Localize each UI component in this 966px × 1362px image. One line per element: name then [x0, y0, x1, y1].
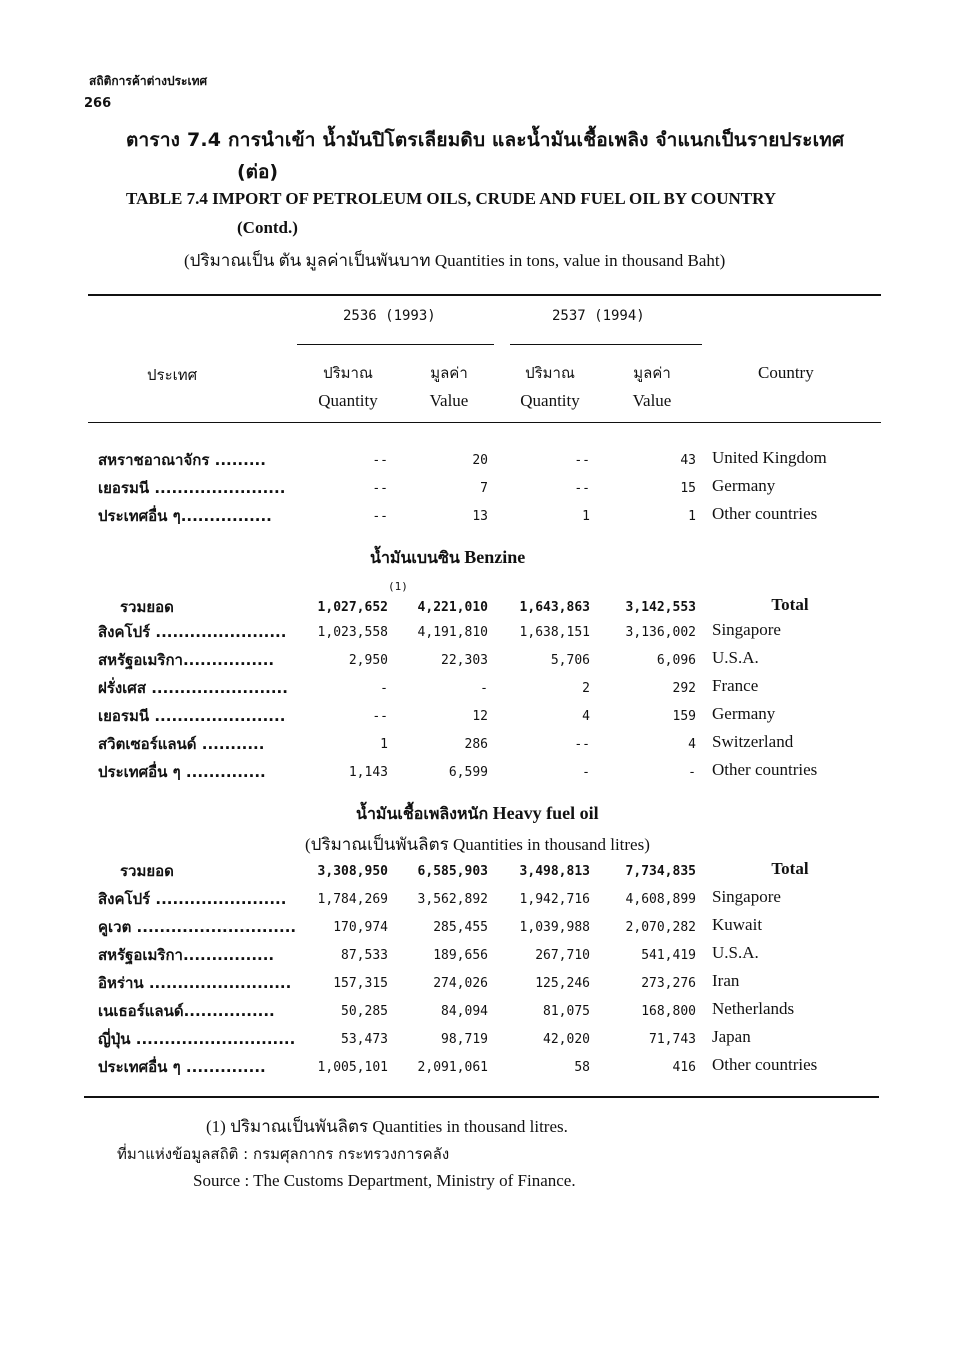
quantity-1993-cell: --: [372, 453, 388, 468]
table-row: [0, 760, 966, 788]
country-english-cell: U.S.A.: [712, 648, 759, 667]
value-1994-cell: 4: [688, 737, 696, 752]
source-english: Source : The Customs Department, Ministry of Finance.: [193, 1171, 576, 1190]
quantity-1994-cell: 42,020: [543, 1032, 590, 1047]
table-row: [0, 648, 966, 676]
section-title-th: น้ำมันเชื้อเพลิงหนัก: [356, 804, 489, 823]
table-row: [0, 971, 966, 999]
value-1993-header: [408, 360, 490, 414]
country-thai-cell: สิงคโปร์ .......................: [98, 623, 287, 641]
quantity-1993-cell: 53,473: [341, 1032, 388, 1047]
country-english-cell: Switzerland: [712, 732, 794, 751]
year-1994-underline: [510, 344, 702, 345]
country-english-cell: Other countries: [712, 760, 818, 779]
quantity-1993-cell: 1,027,652: [317, 600, 388, 615]
country-thai-cell: เยอรมนี .......................: [98, 479, 286, 497]
table-row: [0, 1055, 966, 1083]
year-1993-header: 2536 (1993): [343, 308, 436, 324]
value-1994-cell: 159: [672, 709, 696, 724]
value-1993-cell: 285,455: [433, 920, 488, 935]
country-thai-cell: รวมยอด: [120, 862, 174, 880]
country-english-cell: Germany: [712, 476, 776, 495]
quantity-1994-cell: 267,710: [535, 948, 590, 963]
country-thai-cell: สหรัฐอเมริกา................: [98, 946, 275, 964]
book-title: สถิติการค้าต่างประเทศ: [89, 74, 208, 88]
quantity-1993-header: [300, 360, 396, 414]
country-thai-cell: สวิตเซอร์แลนด์ ...........: [98, 735, 265, 753]
value-1993-cell: -: [480, 681, 488, 696]
table-title-english: TABLE 7.4 IMPORT OF PETROLEUM OILS, CRUDE AND FUEL OIL BY COUNTRY: [126, 189, 777, 208]
table-title-thai: ตาราง 7.4 การนำเข้า น้ำมันปิโตรเลียมดิบ และน้ำมันเชื้อเพลิง จำแนกเป็นรายประเทศ: [126, 129, 845, 151]
quantity-1994-cell: 5,706: [550, 653, 590, 668]
table-row: [0, 732, 966, 760]
quantity-th-label: ปริมาณ: [525, 364, 575, 382]
table-row: [0, 887, 966, 915]
year-1994-header: 2537 (1994): [552, 308, 645, 324]
quantity-1993-cell: 170,974: [333, 920, 388, 935]
value-1993-cell: 274,026: [433, 976, 488, 991]
header-bottom-rule: [88, 422, 881, 423]
section-title-en: Benzine: [464, 547, 526, 567]
country-english-cell: Germany: [712, 704, 776, 723]
source-thai: ที่มาแห่งข้อมูลสถิติ : กรมศุลกากร กระทรวงการคลัง: [117, 1145, 450, 1163]
value-1994-cell: 3,136,002: [625, 625, 696, 640]
country-english-cell: Netherlands: [712, 999, 795, 1018]
country-english-cell: Singapore: [712, 887, 781, 906]
value-1993-cell: 4,191,810: [417, 625, 488, 640]
value-1994-cell: 7,734,835: [625, 864, 696, 879]
table-row: [0, 943, 966, 971]
country-thai-cell: ญี่ปุ่น ............................: [98, 1030, 296, 1048]
quantity-1994-cell: 1,039,988: [519, 920, 590, 935]
value-1994-cell: 2,070,282: [625, 920, 696, 935]
value-th-label: มูลค่า: [633, 364, 671, 382]
value-en-label: Value: [429, 391, 469, 410]
value-1994-cell: -: [688, 765, 696, 780]
table-title-english-contd: (Contd.): [237, 218, 298, 237]
quantity-1994-cell: --: [574, 453, 590, 468]
quantity-1994-cell: 1: [582, 509, 590, 524]
value-1993-cell: 98,719: [441, 1032, 488, 1047]
value-1994-cell: 6,096: [656, 653, 696, 668]
table-row: [0, 915, 966, 943]
country-english-cell: France: [712, 676, 759, 695]
quantity-1994-cell: 1,942,716: [519, 892, 590, 907]
footnote-1: (1) ปริมาณเป็นพันลิตร Quantities in thousand litres.: [206, 1117, 568, 1136]
value-1994-cell: 3,142,553: [625, 600, 696, 615]
quantity-1994-cell: 2: [582, 681, 590, 696]
country-english-cell: Singapore: [712, 620, 781, 639]
table-bottom-rule: [84, 1096, 879, 1098]
value-1994-cell: 43: [680, 453, 696, 468]
country-thai-cell: สหราชอาณาจักร .........: [98, 451, 266, 469]
country-english-cell: United Kingdom: [712, 448, 827, 467]
section-title-benzine: [370, 546, 525, 571]
value-1994-cell: 71,743: [649, 1032, 696, 1047]
value-1994-header: [611, 360, 693, 414]
country-thai-cell: เนเธอร์แลนด์................: [98, 1002, 275, 1020]
value-1993-cell: 6,599: [448, 765, 488, 780]
value-1994-cell: 292: [672, 681, 696, 696]
value-1993-cell: 286: [464, 737, 488, 752]
quantity-1994-cell: 4: [582, 709, 590, 724]
section-title-heavy-fuel-oil: [356, 802, 599, 827]
quantity-1994-cell: 3,498,813: [519, 864, 590, 879]
units-note: (ปริมาณเป็น ตัน มูลค่าเป็นพันบาท Quantities in tons, value in thousand Baht): [184, 251, 726, 270]
value-1994-cell: 168,800: [641, 1004, 696, 1019]
country-thai-cell: ฝรั่งเศส ........................: [98, 679, 288, 697]
table-row: [0, 676, 966, 704]
quantity-1994-cell: 1,643,863: [519, 600, 590, 615]
value-1994-cell: 541,419: [641, 948, 696, 963]
quantity-en-label: Quantity: [318, 391, 378, 410]
quantity-1993-cell: 50,285: [341, 1004, 388, 1019]
quantity-1993-cell: -: [380, 681, 388, 696]
page-number: 266: [84, 96, 112, 111]
country-english-cell: Other countries: [712, 504, 818, 523]
table-row: [0, 504, 966, 532]
country-thai-cell: สหรัฐอเมริกา................: [98, 651, 275, 669]
quantity-1994-cell: --: [574, 737, 590, 752]
country-thai-cell: เยอรมนี .......................: [98, 707, 286, 725]
quantity-1994-cell: 81,075: [543, 1004, 590, 1019]
value-1993-cell: 12: [472, 709, 488, 724]
quantity-en-label: Quantity: [520, 391, 580, 410]
value-1993-cell: 2,091,061: [417, 1060, 488, 1075]
country-thai-cell: ประเทศอื่น ๆ ..............: [98, 763, 266, 781]
country-english-cell: Japan: [712, 1027, 751, 1046]
quantity-1994-cell: 125,246: [535, 976, 590, 991]
country-thai-cell: ประเทศอื่น ๆ ..............: [98, 1058, 266, 1076]
quantity-1993-cell: 1,143: [348, 765, 388, 780]
table-row: [0, 704, 966, 732]
total-row: [0, 595, 966, 623]
value-1993-cell: 3,562,892: [417, 892, 488, 907]
section-title-en: Heavy fuel oil: [492, 803, 599, 823]
table-row: [0, 999, 966, 1027]
value-1994-cell: 15: [680, 481, 696, 496]
country-thai-header: ประเทศ: [147, 366, 198, 384]
quantity-1994-cell: 58: [574, 1060, 590, 1075]
table-row: [0, 448, 966, 476]
value-th-label: มูลค่า: [430, 364, 468, 382]
table-title-thai-contd: (ต่อ): [237, 161, 279, 183]
value-1993-cell: 13: [472, 509, 488, 524]
quantity-1993-cell: --: [372, 709, 388, 724]
quantity-1994-cell: -: [582, 765, 590, 780]
section-units-note: (ปริมาณเป็นพันลิตร Quantities in thousand litres): [305, 835, 650, 854]
country-english-cell: Total: [771, 859, 809, 878]
value-1994-cell: 273,276: [641, 976, 696, 991]
value-1993-cell: 20: [472, 453, 488, 468]
quantity-1993-cell: --: [372, 481, 388, 496]
total-row: [0, 859, 966, 887]
quantity-th-label: ปริมาณ: [323, 364, 373, 382]
quantity-1993-cell: 157,315: [333, 976, 388, 991]
country-thai-cell: คูเวต ............................: [98, 918, 297, 936]
section-title-th: น้ำมันเบนซิน: [370, 548, 460, 567]
country-thai-cell: อิหร่าน .........................: [98, 974, 292, 992]
value-1993-cell: 84,094: [441, 1004, 488, 1019]
quantity-1993-cell: --: [372, 509, 388, 524]
country-english-cell: Total: [771, 595, 809, 614]
country-thai-cell: รวมยอด: [120, 598, 174, 616]
quantity-1994-header: [502, 360, 598, 414]
table-top-rule: [88, 294, 881, 296]
country-thai-cell: สิงคโปร์ .......................: [98, 890, 287, 908]
value-1994-cell: 1: [688, 509, 696, 524]
value-1993-cell: 22,303: [441, 653, 488, 668]
value-1993-cell: 6,585,903: [417, 864, 488, 879]
quantity-1993-cell: 1,023,558: [317, 625, 388, 640]
quantity-1993-cell: 1,784,269: [317, 892, 388, 907]
footnote-marker: (1): [388, 580, 408, 593]
value-1994-cell: 4,608,899: [625, 892, 696, 907]
country-english-cell: Other countries: [712, 1055, 818, 1074]
table-row: [0, 620, 966, 648]
country-english-cell: U.S.A.: [712, 943, 759, 962]
table-row: [0, 476, 966, 504]
country-english-header: Country: [758, 363, 814, 382]
quantity-1993-cell: 1: [380, 737, 388, 752]
country-english-cell: Iran: [712, 971, 740, 990]
value-1993-cell: 4,221,010: [417, 600, 488, 615]
year-1993-underline: [297, 344, 494, 345]
value-en-label: Value: [632, 391, 672, 410]
quantity-1993-cell: 1,005,101: [317, 1060, 388, 1075]
quantity-1993-cell: 2,950: [348, 653, 388, 668]
value-1993-cell: 189,656: [433, 948, 488, 963]
quantity-1993-cell: 87,533: [341, 948, 388, 963]
value-1994-cell: 416: [672, 1060, 696, 1075]
country-thai-cell: ประเทศอื่น ๆ................: [98, 507, 272, 525]
table-row: [0, 1027, 966, 1055]
country-english-cell: Kuwait: [712, 915, 763, 934]
quantity-1994-cell: --: [574, 481, 590, 496]
quantity-1994-cell: 1,638,151: [519, 625, 590, 640]
quantity-1993-cell: 3,308,950: [317, 864, 388, 879]
value-1993-cell: 7: [480, 481, 488, 496]
